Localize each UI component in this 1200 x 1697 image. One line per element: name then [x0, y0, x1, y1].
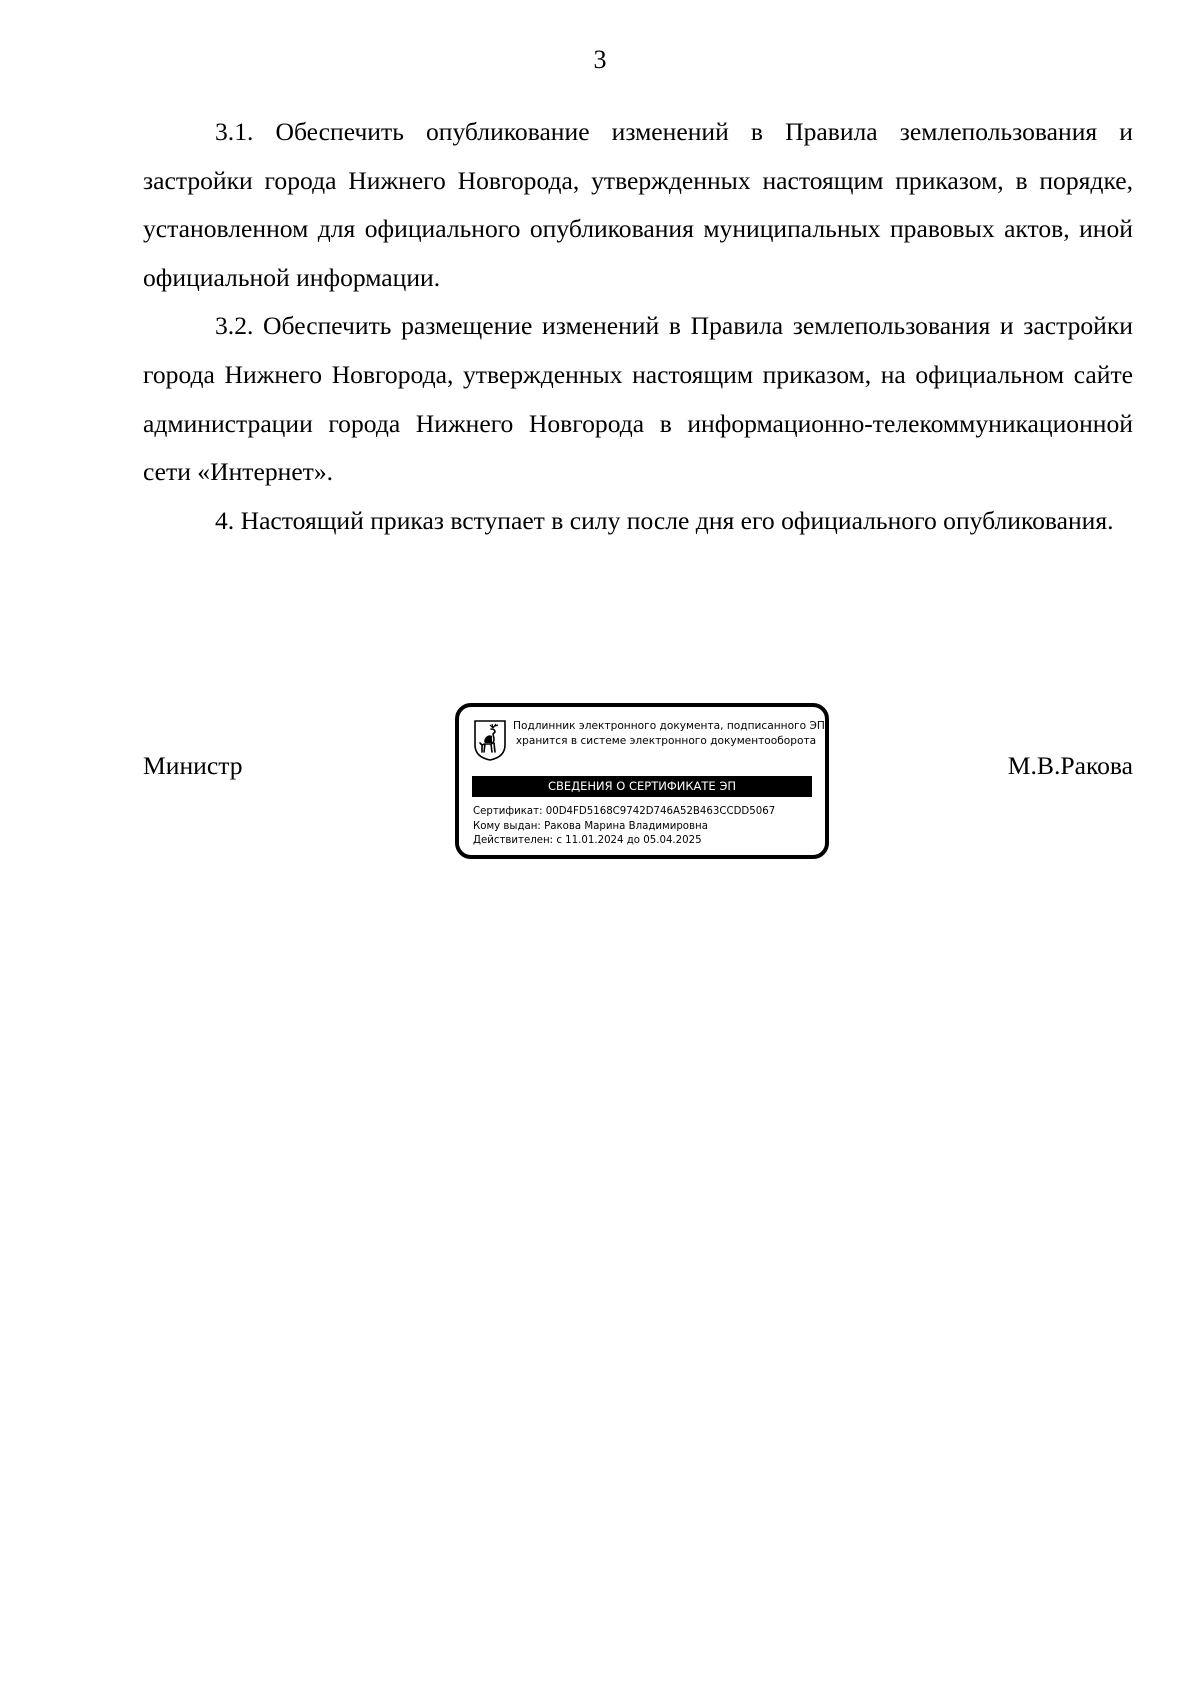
validity-label: Действителен: — [473, 835, 554, 846]
issued-to-label: Кому выдан: — [473, 820, 541, 832]
issued-to-value: Ракова Марина Владимировна — [544, 820, 708, 832]
certificate-row — [473, 805, 813, 820]
validity-row — [473, 834, 813, 849]
stamp-certificate-details — [473, 805, 813, 849]
stamp-header-line-2: хранится в системе электронного документооборота — [515, 735, 817, 747]
paragraph-4: 4. Настоящий приказ вступает в силу после дня его официального опубликования. — [215, 505, 1114, 535]
signer-position: Министр — [143, 751, 243, 780]
signer-name: М.В.Ракова — [1007, 751, 1133, 780]
stamp-header-line-1: Подлинник электронного документа, подписанного ЭП, — [513, 720, 829, 732]
issued-to-row — [473, 820, 813, 835]
document-body — [143, 108, 1133, 545]
certificate-value: 00D4FD5168C9742D746A52B463CCDD5067 — [545, 806, 776, 817]
validity-value: с 11.01.2024 до 05.04.2025 — [556, 835, 702, 846]
certificate-label: Сертификат: — [473, 806, 543, 817]
paragraph-3-2: 3.2. Обеспечить размещение изменений в Правила землепользования и застройки города Нижнего Новгорода, утвержденных настоящим приказом, на официальном сайте администрации города Нижнего Новгорода в информационно-телекоммуникационной сети «Интернет». — [143, 311, 1133, 487]
stamp-certificate-title: СВЕДЕНИЯ О СЕРТИФИКАТЕ ЭП — [472, 776, 812, 797]
page-number: 3 — [593, 45, 607, 74]
electronic-signature-stamp — [455, 703, 829, 859]
nizhny-novgorod-deer-emblem-icon — [473, 719, 507, 761]
paragraph-3-1: 3.1. Обеспечить опубликование изменений в Правила землепользования и застройки города Нижнего Новгорода, утвержденных настоящим приказом, в порядке, установленном для официального опубликования муниципальных правовых актов, иной официальной информации. — [143, 117, 1133, 292]
stamp-header — [513, 719, 829, 749]
